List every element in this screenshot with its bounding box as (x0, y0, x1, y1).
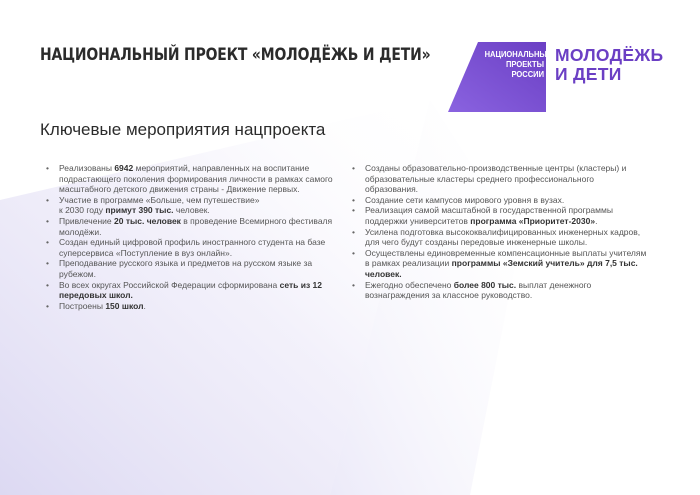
text-fragment: Построены (59, 300, 106, 311)
bold-fragment: 6942 (114, 163, 134, 173)
list-item (46, 258, 336, 279)
project-logo-name: МОЛОДЁЖЬ И ДЕТИ (555, 45, 664, 84)
bold-fragment: программа «Приоритет-2030» (470, 215, 596, 226)
text-fragment: Создан единый цифровой профиль иностранного студента на базе суперсервиса «Поступление в вуз онлайн». (59, 237, 326, 258)
list-item (46, 163, 336, 195)
national-projects-logo-text: НАЦИОНАЛЬНЫЕ ПРОЕКТЫ РОССИИ (484, 49, 552, 79)
text-fragment: Созданы образовательно-производственные центры (кластеры) и образовательные кластеры среднего профессионального образования. (365, 163, 627, 195)
text-fragment: Преподавание русского языка и предметов на русском языке за рубежом. (59, 258, 313, 279)
list-item (352, 248, 647, 280)
text-fragment: Во всех округах Российской Федерации сформирована (59, 279, 280, 290)
bold-fragment: сеть из 12 передовых школ. (59, 279, 322, 301)
list-item (352, 163, 647, 195)
page-header-title: НАЦИОНАЛЬНЫЙ ПРОЕКТ «МОЛОДЁЖЬ И ДЕТИ» (40, 45, 431, 65)
left-achievements-list (46, 163, 336, 311)
list-item (46, 301, 336, 312)
bold-fragment: 20 тыс. человек (114, 215, 181, 226)
list-item (352, 280, 647, 301)
text-fragment: выплат денежного вознаграждения за классное руководство. (365, 279, 592, 301)
bold-fragment: примут 390 тыс. (105, 205, 174, 216)
text-fragment: Ежегодно обеспечено (365, 279, 454, 290)
bold-fragment: 150 школ (105, 300, 144, 311)
list-item (46, 280, 336, 301)
list-item (46, 195, 336, 216)
text-fragment: Создание сети кампусов мирового уровня в вузах. (365, 194, 565, 205)
text-fragment: . (595, 215, 598, 226)
text-fragment: Осуществлены единовременные компенсационные выплаты учителям в рамках реализации (365, 247, 647, 269)
bold-fragment: более 800 тыс. (453, 279, 517, 290)
bold-fragment: программы «Земский учитель» для 7,5 тыс. человек. (365, 258, 638, 279)
text-fragment: Реализованы (59, 163, 115, 173)
text-fragment: Реализация самой масштабной в государственной программы поддержки университетов (365, 205, 613, 226)
text-fragment: . (143, 300, 146, 311)
text-fragment: мероприятий, направленных на воспитание подрастающего поколения формирования личности в рамках самого масштабного детского движения страны - Движение первых. (59, 163, 333, 195)
section-title: Ключевые мероприятия нацпроекта (40, 120, 326, 139)
right-achievements-list (352, 163, 647, 301)
text-fragment: Участие в программе «Больше, чем путешествие» к 2030 году (59, 194, 260, 216)
list-item (352, 205, 647, 226)
text-fragment: Усилена подготовка высококвалифицированных инженерных кадров, для чего будут созданы передовые инженерные школы. (365, 226, 641, 248)
text-fragment: в проведение Всемирного фестиваля молодёжи. (59, 215, 333, 237)
text-fragment: Привлечение (59, 215, 114, 226)
list-item (46, 216, 336, 237)
list-item (352, 227, 647, 248)
list-item (352, 195, 647, 206)
text-fragment: человек. (173, 205, 210, 216)
list-item (46, 237, 336, 258)
